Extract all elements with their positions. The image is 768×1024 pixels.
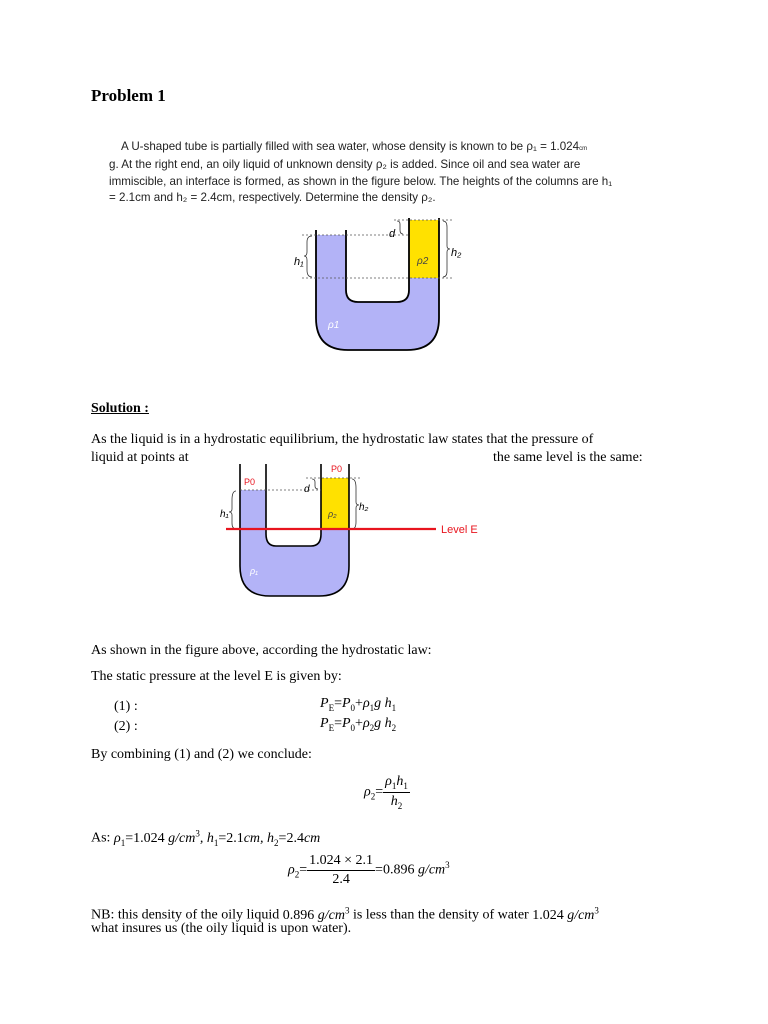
- label-h1: h₁: [294, 256, 304, 268]
- statement-line-1: A U-shaped tube is partially filled with sea water, whose density is known to be ρ₁ = 1.024cm: [121, 140, 588, 153]
- equation-rho2-formula: $\rho_2=$ $\frac{\rho_1h_1}{h_2}$: [364, 774, 408, 811]
- eq1-label: (1) :: [114, 699, 138, 714]
- intro-line-1: As the liquid is in a hydrostatic equilibrium, the hydrostatic law states that the pressure of: [91, 432, 594, 447]
- label-h2: h₂: [451, 247, 462, 259]
- intro-line-2-right: the same level is the same:: [493, 450, 643, 465]
- solution-heading: Solution :: [91, 401, 149, 416]
- equation-2: $P_E=P_0+\rho_2g$ $h_2$: [320, 716, 397, 733]
- nb-note-line-2: what insures us (the oily liquid is upon water).: [91, 921, 352, 936]
- label-h2-2: h₂: [359, 502, 369, 513]
- label-rho1-2: ρ₁: [250, 566, 258, 576]
- hydrostatic-law-text: As shown in the figure above, according the hydrostatic law:: [91, 643, 432, 658]
- static-pressure-text: The static pressure at the level E is given by:: [91, 669, 342, 684]
- problem-title: Problem 1: [91, 86, 166, 105]
- statement-line-4: = 2.1cm and h₂ = 2.4cm, respectively. Determine the density ρ₂.: [109, 190, 436, 204]
- eq2-label: (2) :: [114, 719, 138, 734]
- label-rho2: ρ2: [417, 256, 429, 267]
- label-h1-2: h₁: [220, 509, 229, 520]
- u-tube-figure: [280, 212, 480, 357]
- problem-statement: [109, 139, 654, 206]
- label-rho2-2: ρ₂: [328, 509, 337, 519]
- oil-column-2: [321, 478, 349, 530]
- statement-line-3: immiscible, an interface is formed, as shown in the figure below. The heights of the columns are h₁: [109, 174, 613, 188]
- label-d-2: d: [304, 484, 310, 495]
- label-rho1: ρ1: [328, 320, 340, 331]
- combining-text: By combining (1) and (2) we conclude:: [91, 747, 312, 762]
- tube-inner-wall: [346, 218, 409, 302]
- equation-1: $P_E=P_0+\rho_1g$ $h_1$: [320, 696, 397, 713]
- statement-line-2: g. At the right end, an oily liquid of unknown density ρ₂ is added. Since oil and sea water are: [109, 158, 581, 172]
- equation-numeric-result: $\rho_2=$ $\frac{1.024 \times 2.1}{2.4}$ =0.896 $g/cm^3$: [288, 853, 450, 887]
- intro-line-2-left: liquid at points at: [91, 450, 189, 465]
- given-values-line: As: $\rho_1=1.024$ $g/cm^3$, $h_1=2.1cm$, $h_2=2.4cm$: [91, 828, 321, 848]
- label-level-e: Level E: [441, 524, 478, 536]
- nb-note-line-1: NB: this density of the oily liquid 0.896 $g/cm^3$ is less than the density of water 1.024 $g/cm^3$: [91, 905, 599, 923]
- label-p0-right: P0: [331, 464, 343, 474]
- label-d: d: [389, 228, 396, 240]
- u-tube-level-figure: [214, 458, 490, 618]
- oil-column: [409, 220, 439, 278]
- label-p0-left: P0: [244, 477, 256, 487]
